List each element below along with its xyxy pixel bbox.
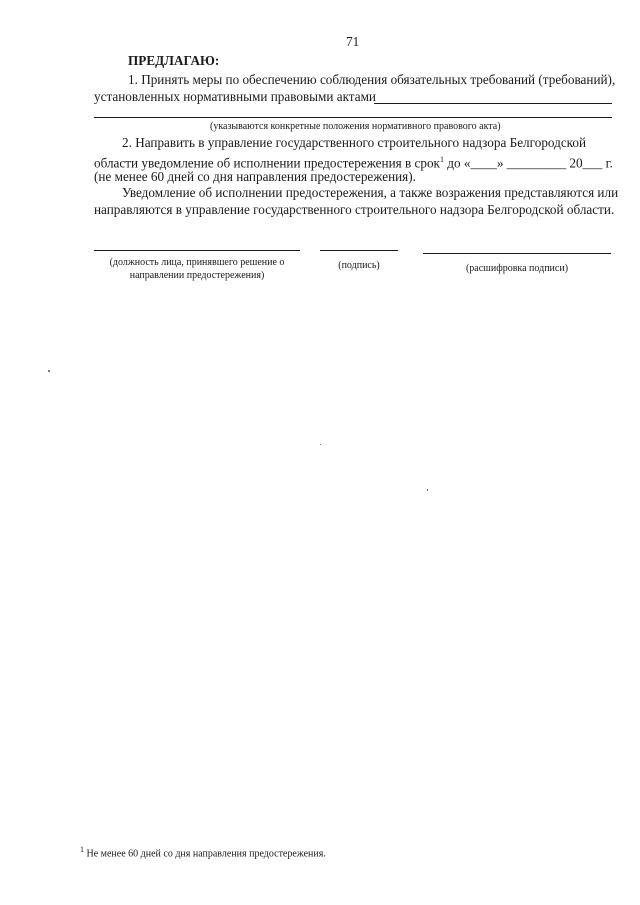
decoding-sign-line (423, 253, 611, 254)
acts-blank-line (374, 103, 612, 104)
signature-sign-line (320, 250, 398, 251)
notice-line2: направляются в управление государственного строительного надзора Белгородской области. (94, 202, 615, 217)
notice-line1: Уведомление об исполнении предостережения, а также возражения представляются или (122, 185, 619, 200)
position-caption (94, 256, 300, 282)
scan-speck (427, 489, 428, 491)
item2-deadline-text: области уведомление об исполнении предостережения в срок (94, 155, 440, 171)
signature-caption: (подпись) (338, 260, 380, 271)
item1-line1: 1. Принять меры по обеспечению соблюдения обязательных требований (требований), (128, 72, 616, 87)
decoding-caption: (расшифровка подписи) (465, 263, 569, 274)
scan-speck (320, 444, 321, 445)
item2-date-blanks: до «____» _________ 20___ г. (443, 155, 613, 171)
page-number: 71 (346, 34, 360, 49)
item2-line3: (не менее 60 дней со дня направления предостережения). (94, 169, 416, 184)
footnote (80, 843, 326, 860)
footnote-mark: 1 (80, 845, 84, 854)
position-caption-line1: (должность лица, принявшего решение о (109, 257, 285, 268)
position-caption-line2: направлении предостережения) (129, 270, 265, 281)
footnote-ref: 1 (439, 155, 444, 164)
scan-speck (48, 370, 50, 372)
position-sign-line (94, 250, 300, 251)
item2-line1: 2. Направить в управление государственного строительного надзора Белгородской (122, 135, 587, 150)
acts-caption: (указываются конкретные положения нормативного правового акта) (210, 121, 501, 132)
acts-blank-line-2 (94, 117, 612, 118)
item1-line2: установленных нормативными правовыми актами (94, 89, 376, 104)
footnote-text: Не менее 60 дней со дня направления предостережения. (84, 848, 326, 860)
heading: ПРЕДЛАГАЮ: (128, 53, 220, 68)
